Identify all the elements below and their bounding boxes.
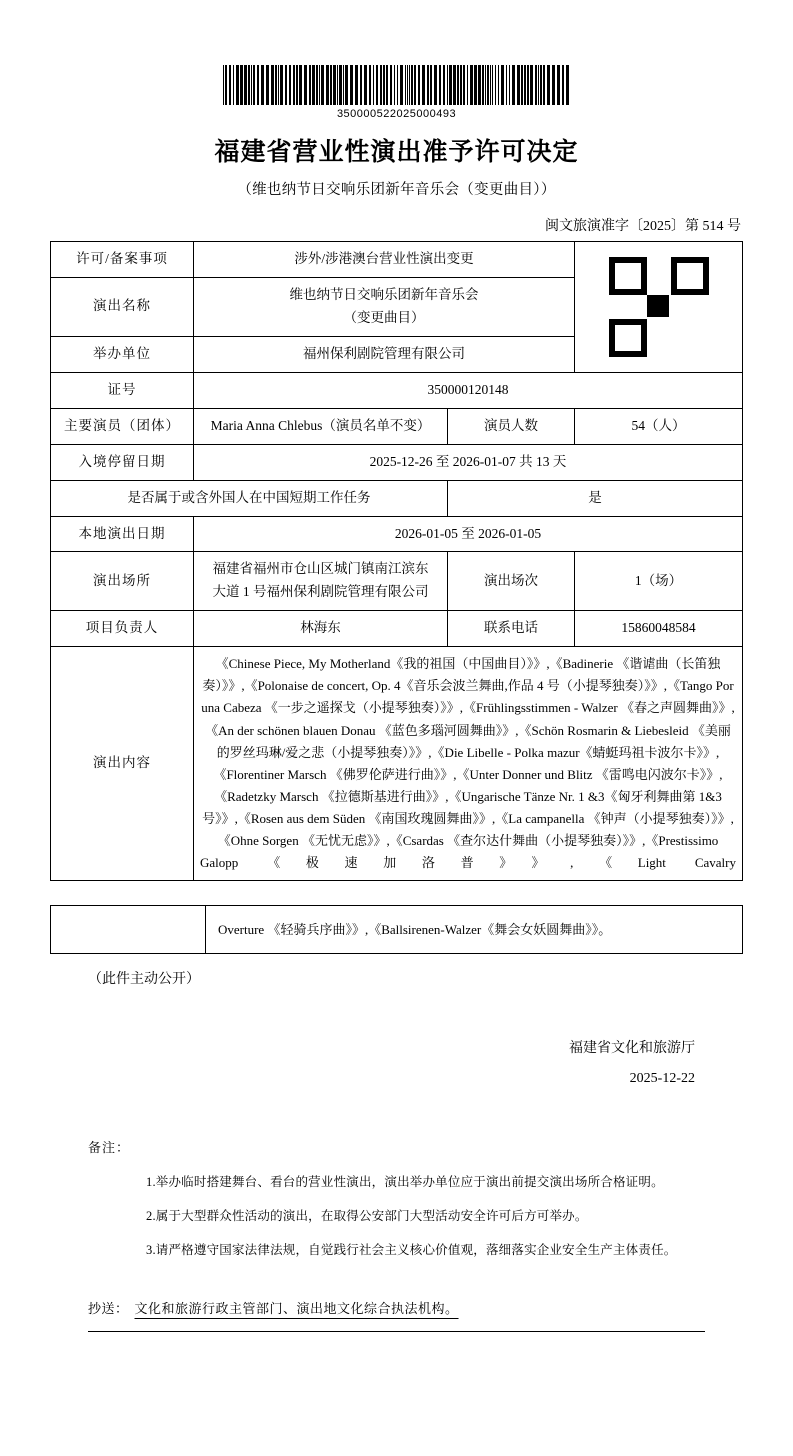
performer-count-value: 54（人） (575, 408, 743, 444)
phone-label: 联系电话 (448, 611, 575, 647)
barcode-number: 350000522025000493 (336, 108, 457, 120)
bottom-divider (88, 1331, 705, 1332)
page-title: 福建省营业性演出准予许可决定 (214, 139, 579, 166)
local-date-label: 本地演出日期 (51, 516, 194, 552)
qr-center-icon (647, 295, 669, 317)
signer-department: 福建省文化和旅游厅 (569, 1041, 695, 1057)
table-row (51, 444, 743, 480)
page-subtitle: （维也纳节日交响乐团新年音乐会（变更曲目）） (237, 182, 556, 198)
performance-name-line2: （变更曲目） (343, 309, 425, 325)
organizer-value: 福州保利剧院管理有限公司 (194, 336, 575, 372)
cc-value: 文化和旅游行政主管部门、演出地文化综合执法机构。 (134, 1301, 459, 1317)
table-row (51, 906, 743, 954)
table-row (51, 611, 743, 647)
document-number: 闽文旅演准字〔2025〕第 514 号 (545, 219, 741, 234)
public-disclosure-note: （此件主动公开） (88, 972, 200, 988)
program-value: 《Chinese Piece, My Motherland《我的祖国（中国曲目）》》,《Badinerie 《谐谑曲（长笛独奏）》》,《Polonaise de concert, Op. 4《音乐会波兰舞曲,作品 4 号（小提琴独奏）》》,《Tango Por una Cabeza 《一步之遥探戈（小提琴独奏）》》,《Frühlingsstimmen - Walzer 《春之声圆舞曲》》,《An der schönen blauen Donau 《蓝色多瑙河圆舞曲》》,《Schön Rosmarin & Liebesleid 《美丽的罗丝玛琳/爱之悲（小提琴独奏）》》,《Die Libelle - Polka mazur《蜻蜓玛祖卡波尔卡》》,《Florentiner Marsch 《佛罗伦萨进行曲》》,《Unter Donner und Blitz 《雷鸣电闪波尔卡》》,《Radetzky Marsch 《拉德斯基进行曲》》,《Ungarische Tänze Nr. 1 &3《匈牙利舞曲第 1&3 号》》,《Rosen aus dem Süden 《南国玫瑰圆舞曲》》,《La campanella 《钟声（小提琴独奏）》》,《Ohne Sorgen 《无忧无虑》》,《Csardas 《查尔达什舞曲（小提琴独奏）》》,《Prestissimo Galopp 《极速加洛普》》,《Light Cavalry (194, 647, 743, 881)
signer-block (50, 1034, 743, 1093)
license-no-value: 350000120148 (194, 372, 743, 408)
manager-value: 林海东 (194, 611, 448, 647)
remark-item: 1.举办临时搭建舞台、看台的营业性演出，演出举办单位应于演出前提交演出场所合格证明。 (146, 1175, 664, 1190)
sessions-label: 演出场次 (448, 552, 575, 611)
organizer-label: 举办单位 (51, 336, 194, 372)
remark-item: 3.请严格遵守国家法律法规，自觉践行社会主义核心价值观，落细落实企业安全生产主体责任。 (146, 1243, 677, 1258)
license-no-label: 证号 (51, 372, 194, 408)
signer-date: 2025-12-22 (629, 1070, 695, 1086)
main-performer-value: Maria Anna Chlebus（演员名单不变） (194, 408, 448, 444)
venue-line1: 福建省福州市仓山区城门镇南江滨东 (212, 561, 429, 577)
sessions-value: 1（场） (575, 552, 743, 611)
manager-label: 项目负责人 (51, 611, 194, 647)
table-row (51, 552, 743, 611)
venue-value (194, 552, 448, 611)
stay-period-label: 入境停留日期 (51, 444, 194, 480)
performance-name-line1: 维也纳节日交响乐团新年音乐会 (289, 286, 479, 302)
cc-label: 抄送： (88, 1301, 129, 1317)
program-continuation-value: Overture 《轻骑兵序曲》》,《Ballsirenen-Walzer《舞会女妖圆舞曲》》。 (206, 906, 743, 954)
performer-count-label: 演员人数 (448, 408, 575, 444)
performance-name-label: 演出名称 (51, 277, 194, 336)
foreign-task-label: 是否属于或含外国人在中国短期工作任务 (51, 480, 448, 516)
program-label: 演出内容 (51, 647, 194, 881)
program-continuation-label (51, 906, 206, 954)
permit-matter-value: 涉外/涉港澳台营业性演出变更 (194, 242, 575, 278)
cc-line (50, 1298, 743, 1317)
permit-table (50, 241, 743, 881)
barcode-area (50, 0, 743, 120)
stay-period-value: 2025-12-26 至 2026-01-07 共 13 天 (194, 444, 743, 480)
qr-code-cell (575, 242, 743, 373)
table-row (51, 480, 743, 516)
qr-code-icon (605, 253, 713, 361)
remarks-title: 备注： (88, 1140, 131, 1156)
foreign-task-value: 是 (448, 480, 743, 516)
performance-name-value (194, 277, 575, 336)
table-row (51, 242, 743, 278)
barcode-image (223, 65, 571, 105)
table-row (51, 408, 743, 444)
program-continuation-table (50, 905, 743, 954)
local-date-value: 2026-01-05 至 2026-01-05 (194, 516, 743, 552)
main-performer-label: 主要演员（团体） (51, 408, 194, 444)
phone-value: 15860048584 (575, 611, 743, 647)
qr-finder-icon (609, 319, 647, 357)
table-row (51, 516, 743, 552)
remark-item: 2.属于大型群众性活动的演出，在取得公安部门大型活动安全许可后方可举办。 (146, 1209, 588, 1224)
venue-line2: 大道 1 号福州保利剧院管理有限公司 (212, 584, 429, 600)
table-row (51, 647, 743, 881)
table-row (51, 372, 743, 408)
venue-label: 演出场所 (51, 552, 194, 611)
permit-matter-label: 许可/备案事项 (51, 242, 194, 278)
